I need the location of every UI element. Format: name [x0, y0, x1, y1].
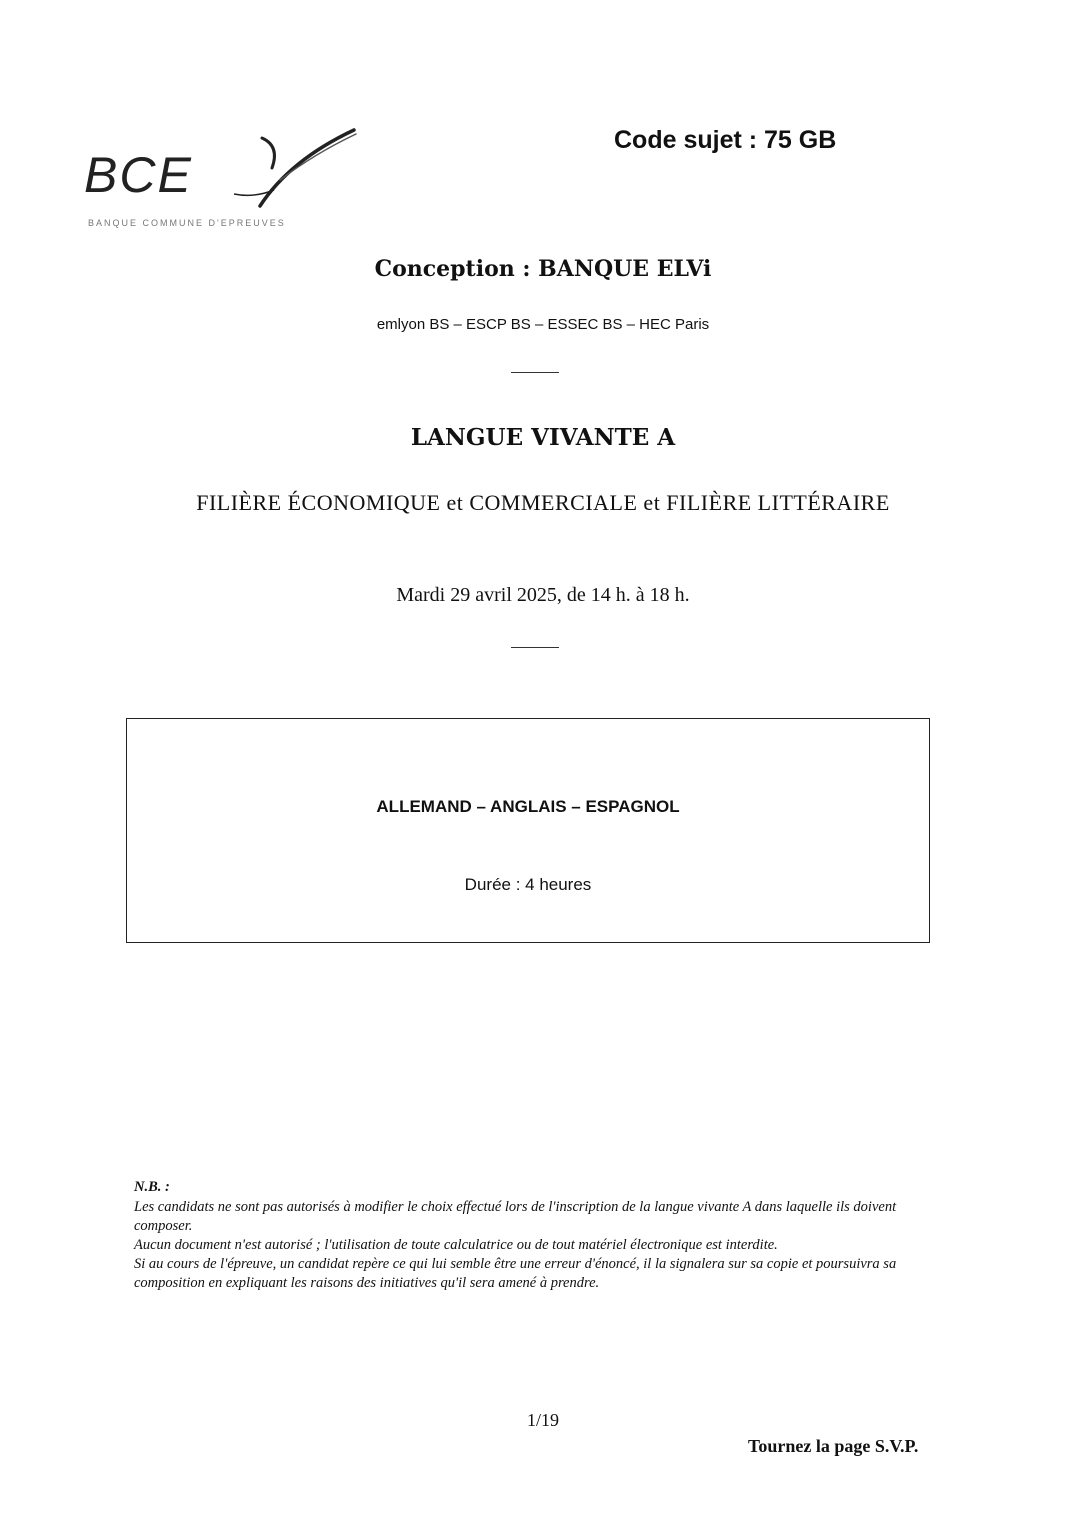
- languages-list: ALLEMAND – ANGLAIS – ESPAGNOL: [376, 797, 680, 816]
- nb-paragraph: Les candidats ne sont pas autorisés à modifier le choix effectué lors de l'inscription de la langue vivante A dans laquelle ils doivent composer.: [134, 1199, 897, 1234]
- filiere-line: FILIÈRE ÉCONOMIQUE et COMMERCIALE et FILIÈRE LITTÉRAIRE: [196, 490, 890, 515]
- bce-logo-mark: [84, 120, 384, 220]
- schools-line: emlyon BS – ESCP BS – ESSEC BS – HEC Paris: [376, 316, 710, 333]
- nb-paragraph: Aucun document n'est autorisé ; l'utilisation de toute calculatrice ou de tout matériel électronique est interdite.: [134, 1237, 778, 1253]
- conception-heading: Conception : BANQUE ELVi: [374, 256, 712, 282]
- nb-title: N.B. :: [134, 1179, 170, 1195]
- page-number: 1/19: [526, 1410, 559, 1430]
- exam-duration: Durée : 4 heures: [464, 875, 592, 894]
- bce-logo-letters: BCE: [84, 147, 193, 203]
- bce-logo-subtitle: BANQUE COMMUNE D'EPREUVES: [88, 218, 286, 228]
- nb-notice: [134, 1178, 934, 1293]
- turn-page-note: Tournez la page S.V.P.: [748, 1436, 919, 1456]
- divider: [511, 372, 559, 373]
- nb-paragraph: Si au cours de l'épreuve, un candidat repère ce qui lui semble être une erreur d'énoncé, il la signalera sur sa copie et poursuivra sa composition en expliquant les raisons des initiatives qu'il sera amené à prendre.: [134, 1256, 897, 1291]
- exam-date: Mardi 29 avril 2025, de 14 h. à 18 h.: [396, 584, 690, 606]
- exam-title: LANGUE VIVANTE A: [410, 424, 676, 451]
- divider: [511, 647, 559, 648]
- bce-logo: [84, 120, 384, 240]
- code-sujet: Code sujet : 75 GB: [614, 126, 837, 154]
- languages-box: [126, 718, 930, 943]
